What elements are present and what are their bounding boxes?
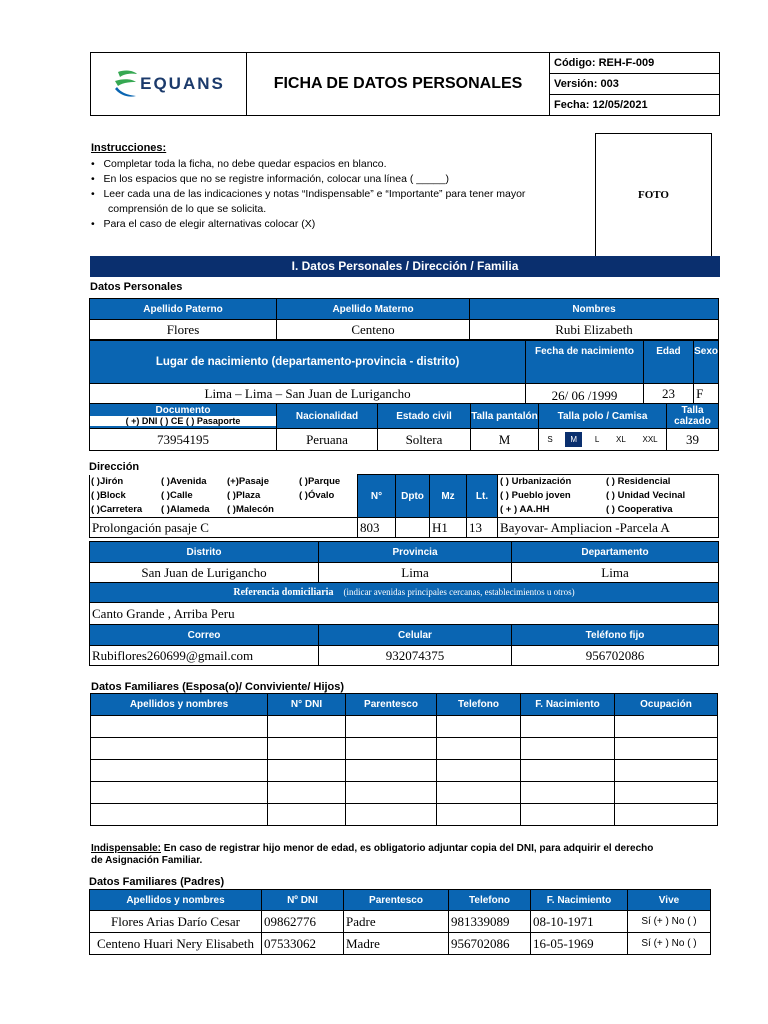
h-referencia-label: Referencia domiciliaria: [233, 587, 334, 598]
pad-h-dni: Nº DNI: [262, 890, 344, 911]
zona-options: [498, 475, 719, 518]
h-apellido-materno: Apellido Materno: [277, 299, 470, 320]
direccion-table: [89, 474, 719, 538]
via-opt: [299, 503, 357, 517]
via-opt[interactable]: ( )Avenida: [161, 475, 207, 487]
apellido-paterno: Flores: [90, 320, 277, 340]
h-correo: Correo: [90, 625, 319, 646]
instruction-item: • Completar toda la ficha, no debe quedar espacios en blanco.: [91, 158, 387, 170]
h-celular: Celular: [319, 625, 512, 646]
table-row: [91, 760, 718, 782]
h-provincia: Provincia: [319, 542, 512, 563]
pad-h-parentesco: Parentesco: [344, 890, 449, 911]
fecha-nac: 26/ 06 /1999: [526, 384, 644, 405]
fam-h-ocupacion: Ocupación: [615, 694, 718, 716]
h-mz: Mz: [430, 475, 467, 518]
h-nacionalidad: Nacionalidad: [277, 404, 378, 429]
zona-opt[interactable]: ( ) Cooperativa: [606, 504, 673, 515]
documento: 73954195: [90, 429, 277, 451]
table-row: [91, 716, 718, 738]
h-telefono: Teléfono fijo: [512, 625, 719, 646]
table-row: [91, 738, 718, 760]
logo-cell: [91, 53, 247, 116]
fam-h-dni: N° DNI: [268, 694, 346, 716]
pad-h-telefono: Telefono: [449, 890, 531, 911]
table-row: [91, 782, 718, 804]
ubicacion-table: [89, 541, 719, 666]
via-options: [90, 475, 358, 518]
via-opt[interactable]: ( )Alameda: [161, 503, 210, 515]
estado-civil: Soltera: [378, 429, 471, 451]
familiares-table: [90, 693, 718, 826]
photo-box: [595, 133, 712, 257]
nombres: Rubi Elizabeth: [470, 320, 719, 340]
via-opt[interactable]: ( )Malecón: [227, 503, 274, 515]
fam-h-fnac: F. Nacimiento: [521, 694, 615, 716]
form-title: FICHA DE DATOS PERSONALES: [247, 53, 550, 116]
lugar: Lima – Lima – San Juan de Lurigancho: [90, 384, 526, 405]
photo-label: FOTO: [638, 189, 669, 201]
via-opt[interactable]: ( )Jirón: [91, 475, 124, 487]
talla-pantalon: M: [471, 429, 539, 451]
instructions-heading: Instrucciones:: [91, 142, 167, 154]
fam-h-nombres: Apellidos y nombres: [91, 694, 268, 716]
nacionalidad: Peruana: [277, 429, 378, 451]
h-documento-opts: ( +) DNI ( ) CE ( ) Pasaporte: [90, 416, 276, 426]
instructions-list: [91, 157, 591, 232]
talla-xxl[interactable]: XXL: [642, 435, 658, 444]
talla-polo-options: [539, 429, 667, 451]
nombres-table: [89, 298, 719, 340]
h-num: N°: [358, 475, 396, 518]
h-talla-calzado: Talla calzado: [667, 404, 719, 429]
h-fecha-nac: Fecha de nacimiento: [526, 341, 644, 384]
h-sexo: Sexo: [694, 341, 719, 384]
zona-opt[interactable]: ( + ) AA.HH: [500, 504, 550, 515]
talla-calzado: 39: [667, 429, 719, 451]
apellido-materno: Centeno: [277, 320, 470, 340]
pad-fnac: 08-10-1971: [531, 911, 628, 933]
indispensable-note: [91, 843, 711, 867]
nacimiento-table: [89, 340, 719, 405]
h-apellido-paterno: Apellido Paterno: [90, 299, 277, 320]
h-nombres: Nombres: [470, 299, 719, 320]
h-referencia: [90, 583, 719, 603]
zona-opt[interactable]: ( ) Unidad Vecinal: [606, 490, 686, 501]
instruction-item: • En los espacios que no se registre información, colocar una línea ( _____): [91, 173, 449, 185]
lt: 13: [467, 518, 498, 538]
provincia: Lima: [319, 563, 512, 583]
h-referencia-note: (indicar avenidas principales cercanas, establecimientos u otros): [343, 587, 575, 597]
via-opt[interactable]: (+)Pasaje: [227, 475, 269, 487]
note-line2: de Asignación Familiar.: [91, 855, 203, 866]
documento-table: [89, 403, 719, 451]
table-row: [90, 911, 711, 933]
pad-fnac: 16-05-1969: [531, 933, 628, 955]
pad-h-nombres: Apellidos y nombres: [90, 890, 262, 911]
h-estado-civil: Estado civil: [378, 404, 471, 429]
table-row: [91, 804, 718, 826]
h-distrito: Distrito: [90, 542, 319, 563]
pad-h-vive: Vive: [628, 890, 711, 911]
pad-nombre: Flores Arias Darío Cesar: [90, 911, 262, 933]
zona-opt[interactable]: ( ) Urbanización: [500, 476, 572, 487]
via: Prolongación pasaje C: [90, 518, 358, 538]
header-table: [90, 52, 720, 116]
h-lt: Lt.: [467, 475, 498, 518]
padres-table: [89, 889, 711, 955]
datos-personales-label: Datos Personales: [90, 281, 183, 293]
fecha: Fecha: 12/05/2021: [550, 95, 720, 116]
familiares-label: Datos Familiares (Esposa(o)/ Conviviente/ Hijos): [91, 681, 345, 693]
codigo: Código: REH-F-009: [550, 53, 720, 74]
h-documento-title: Documento: [155, 405, 211, 416]
sexo: F: [694, 384, 719, 405]
pad-telefono: 981339089: [449, 911, 531, 933]
instruction-item-cont: comprensión de lo que se solicita.: [108, 203, 267, 215]
pad-vive: Sí (+ ) No ( ): [628, 933, 711, 955]
note-bold: Indispensable:: [91, 843, 162, 854]
pad-h-fnac: F. Nacimiento: [531, 890, 628, 911]
via-opt[interactable]: ( )Óvalo: [299, 489, 335, 501]
zona-opt[interactable]: ( ) Pueblo joven: [500, 490, 571, 501]
pad-dni: 09862776: [262, 911, 344, 933]
distrito: San Juan de Lurigancho: [90, 563, 319, 583]
h-talla-polo: Talla polo / Camisa: [539, 404, 667, 429]
telefono: 956702086: [512, 646, 719, 666]
talla-s[interactable]: S: [547, 435, 553, 444]
referencia: Canto Grande , Arriba Peru: [90, 603, 719, 625]
direccion-label: Dirección: [89, 461, 140, 473]
logo-text: EQUANS: [140, 74, 225, 93]
talla-m-selected[interactable]: M: [565, 432, 582, 447]
note-text: En caso de registrar hijo menor de edad, es obligatorio adjuntar copia del DNI, para adquirir el derecho: [161, 843, 654, 854]
via-opt[interactable]: ( )Calle: [161, 489, 193, 501]
talla-xl[interactable]: XL: [615, 435, 626, 444]
section1-title: I. Datos Personales / Dirección / Familia: [90, 256, 720, 277]
via-opt[interactable]: ( )Carretera: [91, 503, 143, 515]
pad-parentesco: Madre: [344, 933, 449, 955]
h-lugar: Lugar de nacimiento (departamento-provincia - distrito): [90, 341, 526, 384]
instruction-item: • Para el caso de elegir alternativas colocar (X): [91, 218, 316, 230]
fam-h-parentesco: Parentesco: [346, 694, 437, 716]
num: 803: [358, 518, 396, 538]
via-opt[interactable]: ( )Plaza: [227, 489, 261, 501]
h-departamento: Departamento: [512, 542, 719, 563]
departamento: Lima: [512, 563, 719, 583]
celular: 932074375: [319, 646, 512, 666]
zona-opt[interactable]: ( ) Residencial: [606, 476, 671, 487]
h-talla-pantalon: Talla pantalón: [471, 404, 539, 429]
equans-logo-icon: [112, 69, 138, 99]
talla-l[interactable]: L: [594, 435, 600, 444]
h-edad: Edad: [643, 341, 693, 384]
version: Versión: 003: [550, 74, 720, 95]
correo: Rubiflores260699@gmail.com: [90, 646, 319, 666]
h-documento: [90, 404, 277, 429]
mz: H1: [430, 518, 467, 538]
pad-telefono: 956702086: [449, 933, 531, 955]
h-dpto: Dpto: [396, 475, 430, 518]
via-opt[interactable]: ( )Parque: [299, 475, 341, 487]
via-opt[interactable]: ( )Block: [91, 489, 126, 501]
padres-label: Datos Familiares (Padres): [89, 876, 225, 888]
dpto: [396, 518, 430, 538]
table-row: [90, 933, 711, 955]
pad-vive: Sí (+ ) No ( ): [628, 911, 711, 933]
fam-h-telefono: Telefono: [437, 694, 521, 716]
pad-dni: 07533062: [262, 933, 344, 955]
instruction-item: • Leer cada una de las indicaciones y notas “Indispensable” e “Importante” para tener mayor: [91, 188, 526, 200]
pad-parentesco: Padre: [344, 911, 449, 933]
zona: Bayovar- Ampliacion -Parcela A: [498, 518, 719, 538]
pad-nombre: Centeno Huari Nery Elisabeth: [90, 933, 262, 955]
edad: 23: [643, 384, 693, 405]
